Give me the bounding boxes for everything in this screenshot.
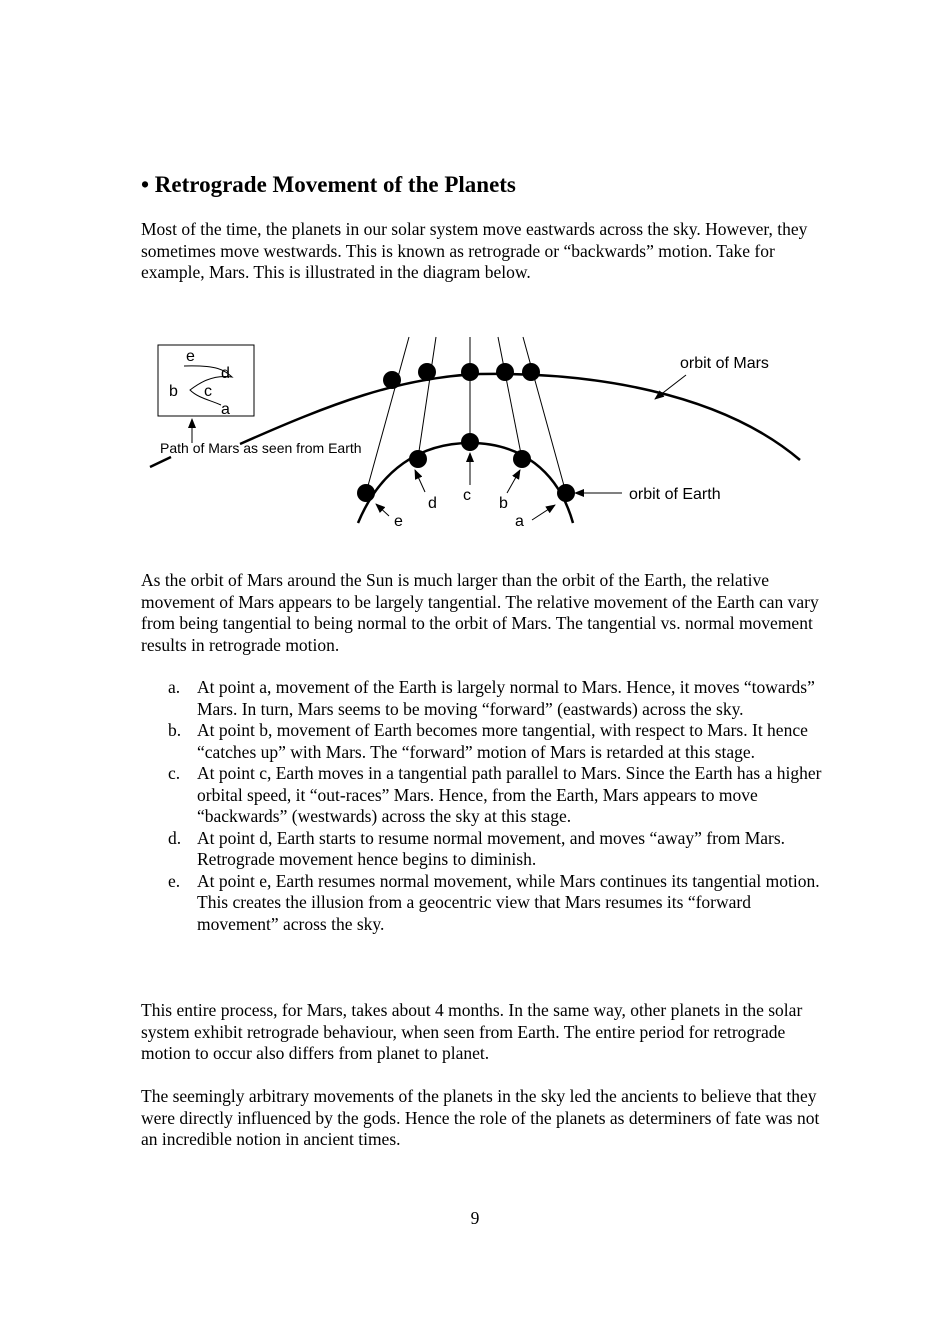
inset-letter-d: d: [221, 365, 230, 382]
list-item: [168, 677, 828, 720]
mars-position-d: [418, 363, 436, 381]
inset-letter-c: c: [204, 383, 212, 400]
sight-line-a: [523, 337, 566, 493]
earth-position-b: [513, 450, 531, 468]
point-arrow-e: [376, 504, 389, 516]
section-heading: • Retrograde Movement of the Planets: [141, 172, 516, 197]
mars-position-a: [522, 363, 540, 381]
point-arrow-a: [532, 505, 555, 520]
list-marker: e.: [168, 870, 181, 891]
mars-orbit-label: orbit of Mars: [680, 355, 769, 372]
earth-orbit-label: orbit of Earth: [629, 486, 721, 503]
list-text: At point a, movement of the Earth is largely normal to Mars. Hence, it moves “towards” Mars. In turn, Mars seems to be moving “forward” (eastwards) across the sky.: [197, 677, 815, 719]
point-label-a: a: [515, 513, 524, 530]
earth-position-d: [409, 450, 427, 468]
list-text: At point b, movement of Earth becomes more tangential, with respect to Mars. It hence “catches up” with Mars. The “forward” motion of Mars is retarded at this stage.: [197, 720, 808, 762]
point-label-c: c: [463, 487, 471, 504]
duration-paragraph: This entire process, for Mars, takes about 4 months. In the same way, other planets in the solar system exhibit retrograde behaviour, when seen from Earth. The entire period for retrograde motion to occur also differs from planet to planet.: [141, 1000, 803, 1063]
list-marker: d.: [168, 827, 182, 848]
list-item: [168, 720, 828, 763]
page-number: 9: [470, 1208, 480, 1228]
point-arrow-d: [415, 470, 425, 492]
intro-paragraph: Most of the time, the planets in our solar system move eastwards across the sky. However, they sometimes move westwards. This is known as retrograde or “backwards” motion. Take for example, Mars. This is illustrated in the diagram below.: [141, 219, 808, 282]
retrograde-diagram: [140, 330, 810, 530]
point-label-d: d: [428, 495, 437, 512]
earth-position-a: [557, 484, 575, 502]
sight-line-e: [366, 337, 409, 493]
list-item: [168, 763, 828, 828]
inset-letter-a: a: [221, 401, 230, 418]
list-text: At point d, Earth starts to resume normal movement, and moves “away” from Mars. Retrograde movement hence begins to diminish.: [197, 827, 786, 869]
mars-position-c: [461, 363, 479, 381]
earth-position-e: [357, 484, 375, 502]
earth-position-c: [461, 433, 479, 451]
ancients-paragraph: The seemingly arbitrary movements of the planets in the sky led the ancients to believe that they were directly influenced by the gods. Hence the role of the planets as determiners of fate was not an incredible notion in ancient times.: [141, 1086, 820, 1149]
mars-orbit-fragment: [150, 457, 171, 467]
mars-position-b: [496, 363, 514, 381]
list-item: [168, 828, 828, 871]
point-label-b: b: [499, 495, 508, 512]
explanation-paragraph: As the orbit of Mars around the Sun is much larger than the orbit of the Earth, the relative movement of Mars appears to be largely tangential. The relative movement of the Earth can vary from being tangential to being normal to the orbit of Mars. The tangential vs. normal movement results in retrograde motion.: [141, 570, 819, 655]
earth-orbit: [358, 443, 573, 523]
point-arrow-b: [507, 470, 520, 493]
list-marker: b.: [168, 720, 182, 740]
list-text: At point c, Earth moves in a tangential path parallel to Mars. Since the Earth has a higher orbital speed, it “out-races” Mars. Hence, from the Earth, Mars appears to move “backwards” (westwards) across the sky at this stage.: [197, 763, 822, 826]
list-marker: a.: [168, 677, 181, 697]
sight-line-d: [418, 337, 436, 458]
sight-line-b: [498, 337, 522, 459]
list-text: At point e, Earth resumes normal movement, while Mars continues its tangential motion. This creates the illusion from a geocentric view that Mars resumes its “forward movement” across the sky.: [197, 870, 820, 934]
inset-caption: Path of Mars as seen from Earth: [160, 440, 362, 456]
list-item: [168, 871, 828, 936]
inset-letter-e: e: [186, 348, 195, 365]
retrograde-steps-list: [168, 677, 828, 935]
inset-letter-b: b: [169, 383, 178, 400]
mars-position-e: [383, 371, 401, 389]
list-marker: c.: [168, 763, 181, 783]
point-label-e: e: [394, 513, 403, 530]
